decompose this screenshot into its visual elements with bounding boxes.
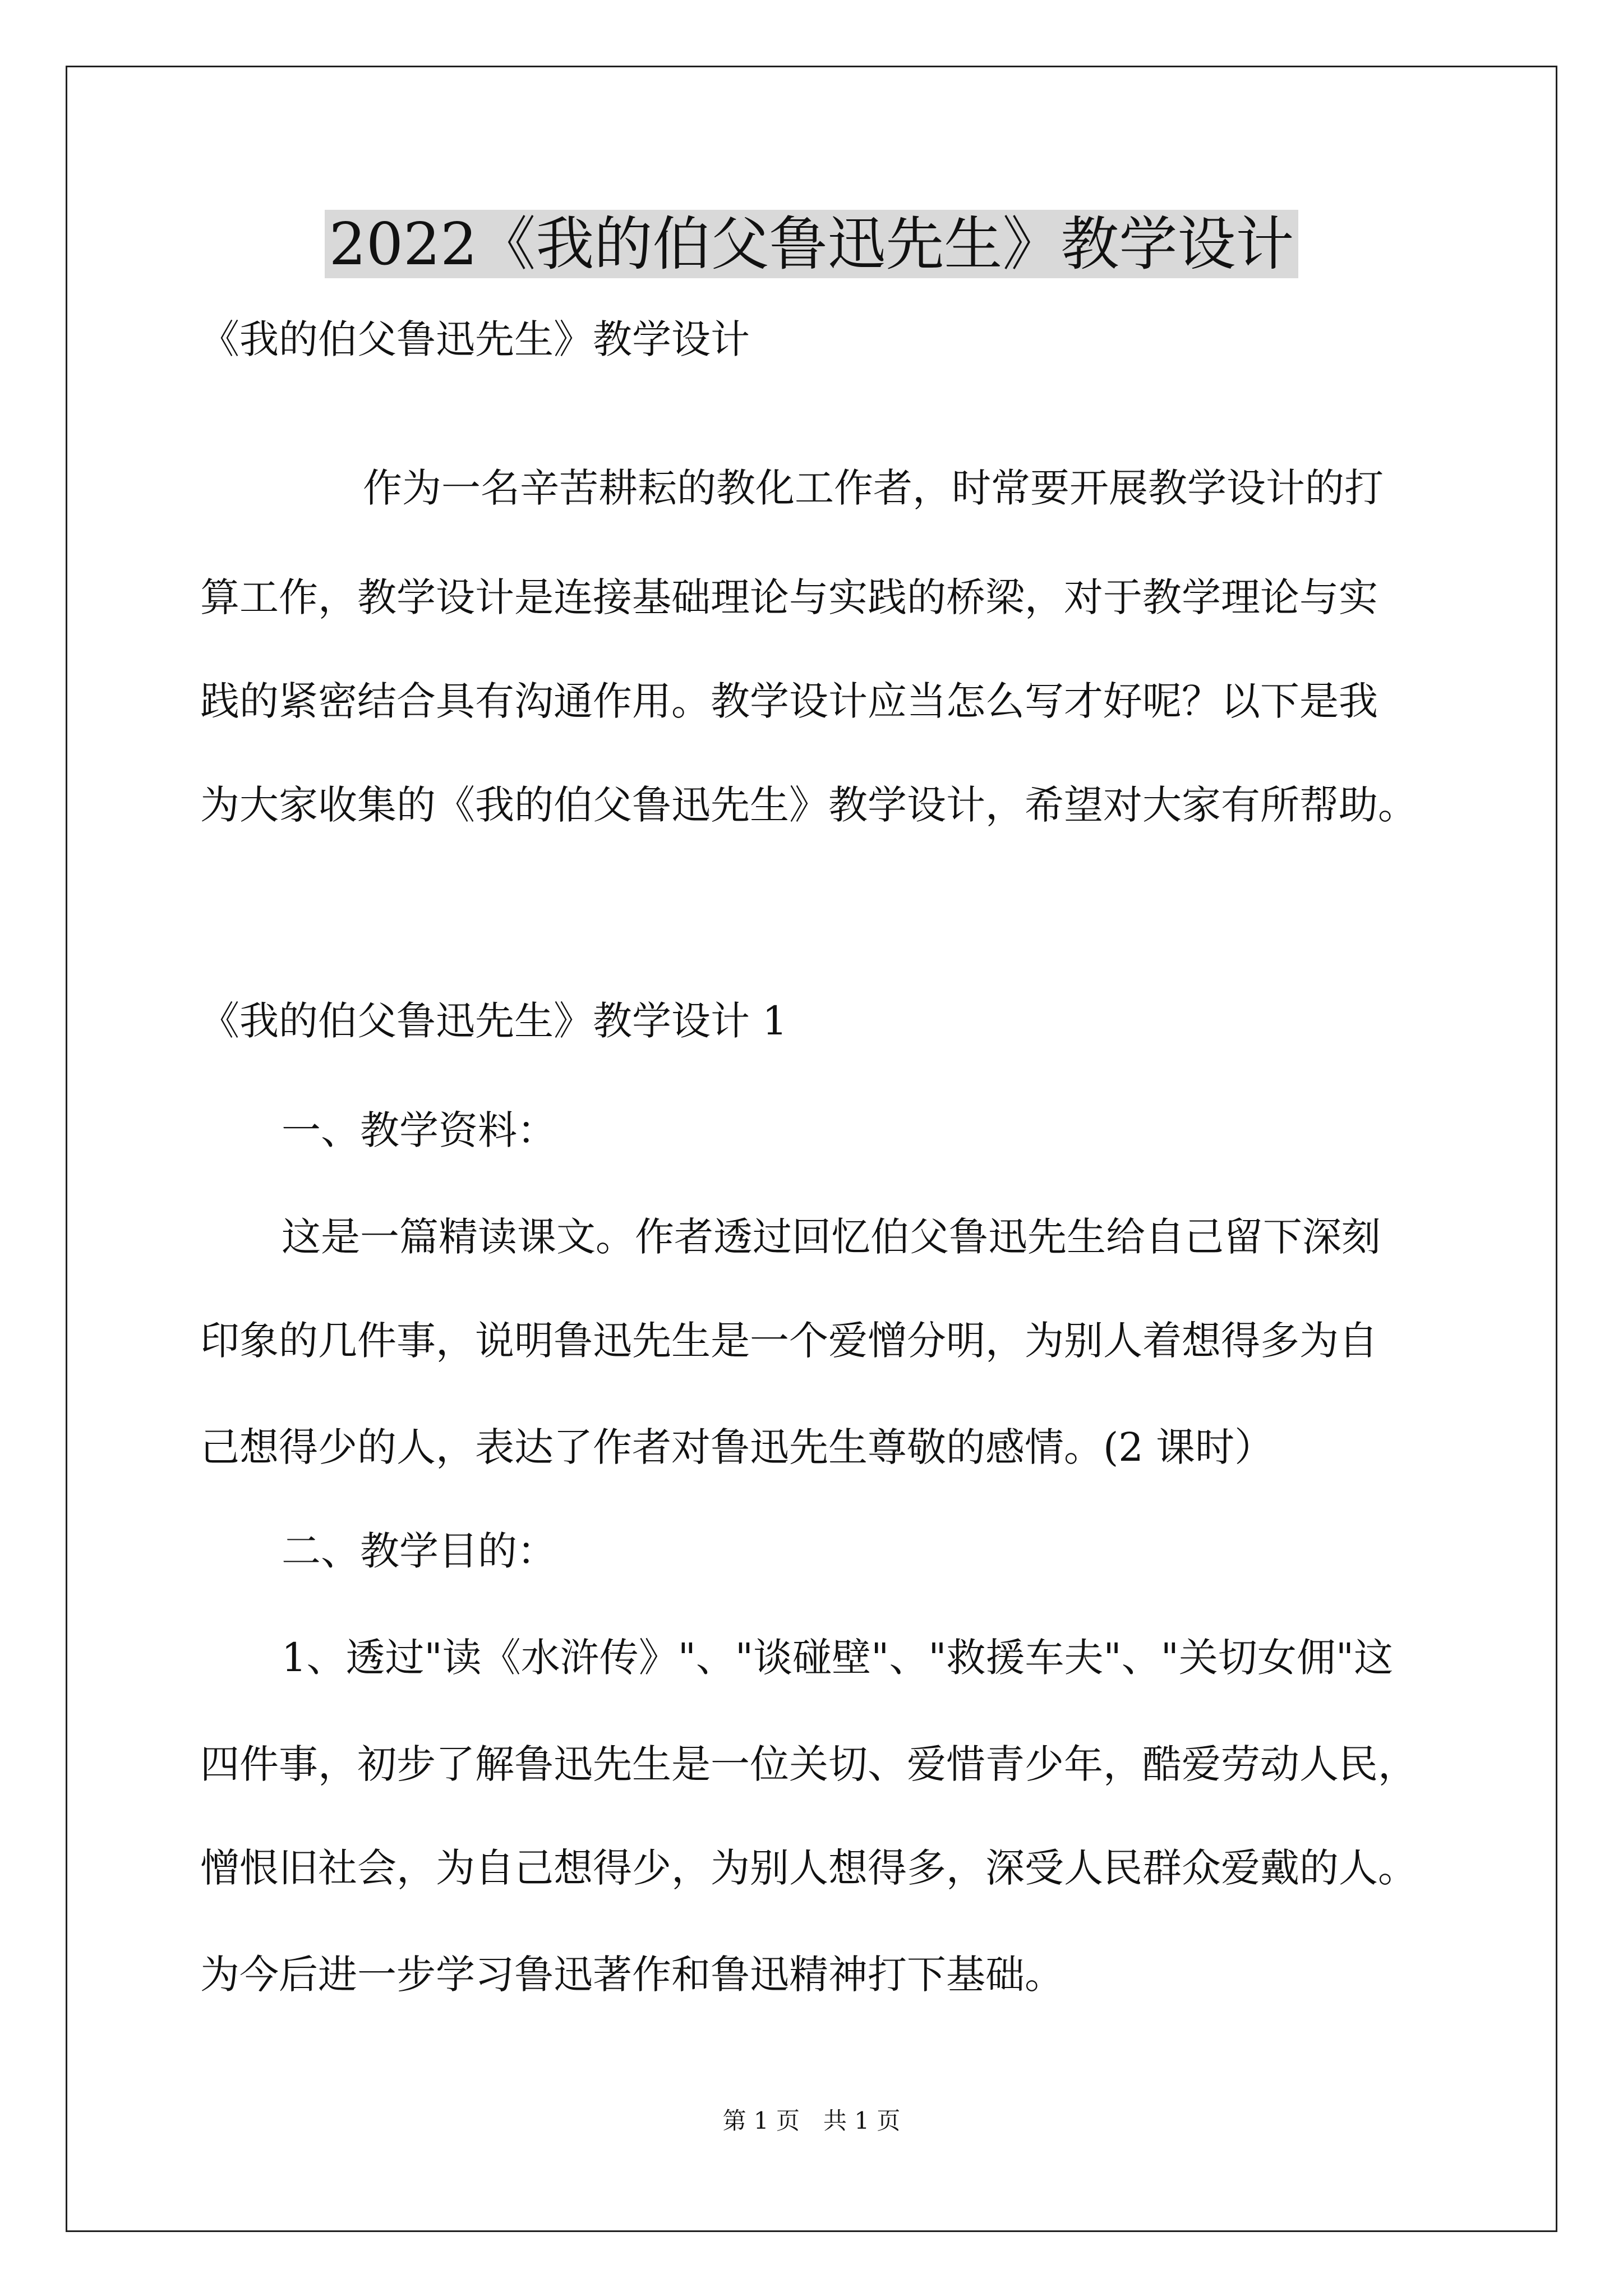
intro-line-1: 作为一名辛苦耕耘的教化工作者，时常要开展教学设计的打 bbox=[363, 465, 1384, 511]
part1-line-2: 印象的几件事，说明鲁迅先生是一个爱憎分明，为别人着想得多为自 bbox=[200, 1318, 1378, 1364]
intro-line-2: 算工作，教学设计是连接基础理论与实践的桥梁，对于教学理论与实 bbox=[200, 574, 1378, 620]
part1-heading: 一、教学资料： bbox=[282, 1107, 556, 1153]
document-title: 2022《我的伯父鲁迅先生》教学设计 bbox=[0, 208, 1623, 280]
part2-line-2: 四件事，初步了解鲁迅先生是一位关切、爱惜青少年，酷爱劳动人民， bbox=[200, 1741, 1417, 1787]
part1-line-3: 己想得少的人，表达了作者对鲁迅先生尊敬的感情。(2 课时） bbox=[200, 1424, 1274, 1470]
intro-line-3: 践的紧密结合具有沟通作用。教学设计应当怎么写才好呢？以下是我 bbox=[200, 678, 1378, 724]
subtitle: 《我的伯父鲁迅先生》教学设计 bbox=[200, 316, 750, 362]
part2-line-1: 1、透过"读《水浒传》"、"谈碰壁"、"救援车夫"、"关切女佣"这 bbox=[282, 1635, 1394, 1681]
part2-heading: 二、教学目的： bbox=[282, 1528, 556, 1574]
part2-line-4: 为今后进一步学习鲁迅著作和鲁迅精神打下基础。 bbox=[200, 1952, 1064, 1998]
intro-line-4: 为大家收集的《我的伯父鲁迅先生》教学设计，希望对大家有所帮助。 bbox=[200, 782, 1417, 828]
page-footer: 第 1 页 共 1 页 bbox=[722, 2107, 901, 2134]
part2-line-3: 憎恨旧社会，为自己想得少，为别人想得多，深受人民群众爱戴的人。 bbox=[200, 1845, 1417, 1891]
section-heading: 《我的伯父鲁迅先生》教学设计 1 bbox=[200, 998, 787, 1044]
part1-line-1: 这是一篇精读课文。作者透过回忆伯父鲁迅先生给自己留下深刻 bbox=[282, 1214, 1381, 1260]
